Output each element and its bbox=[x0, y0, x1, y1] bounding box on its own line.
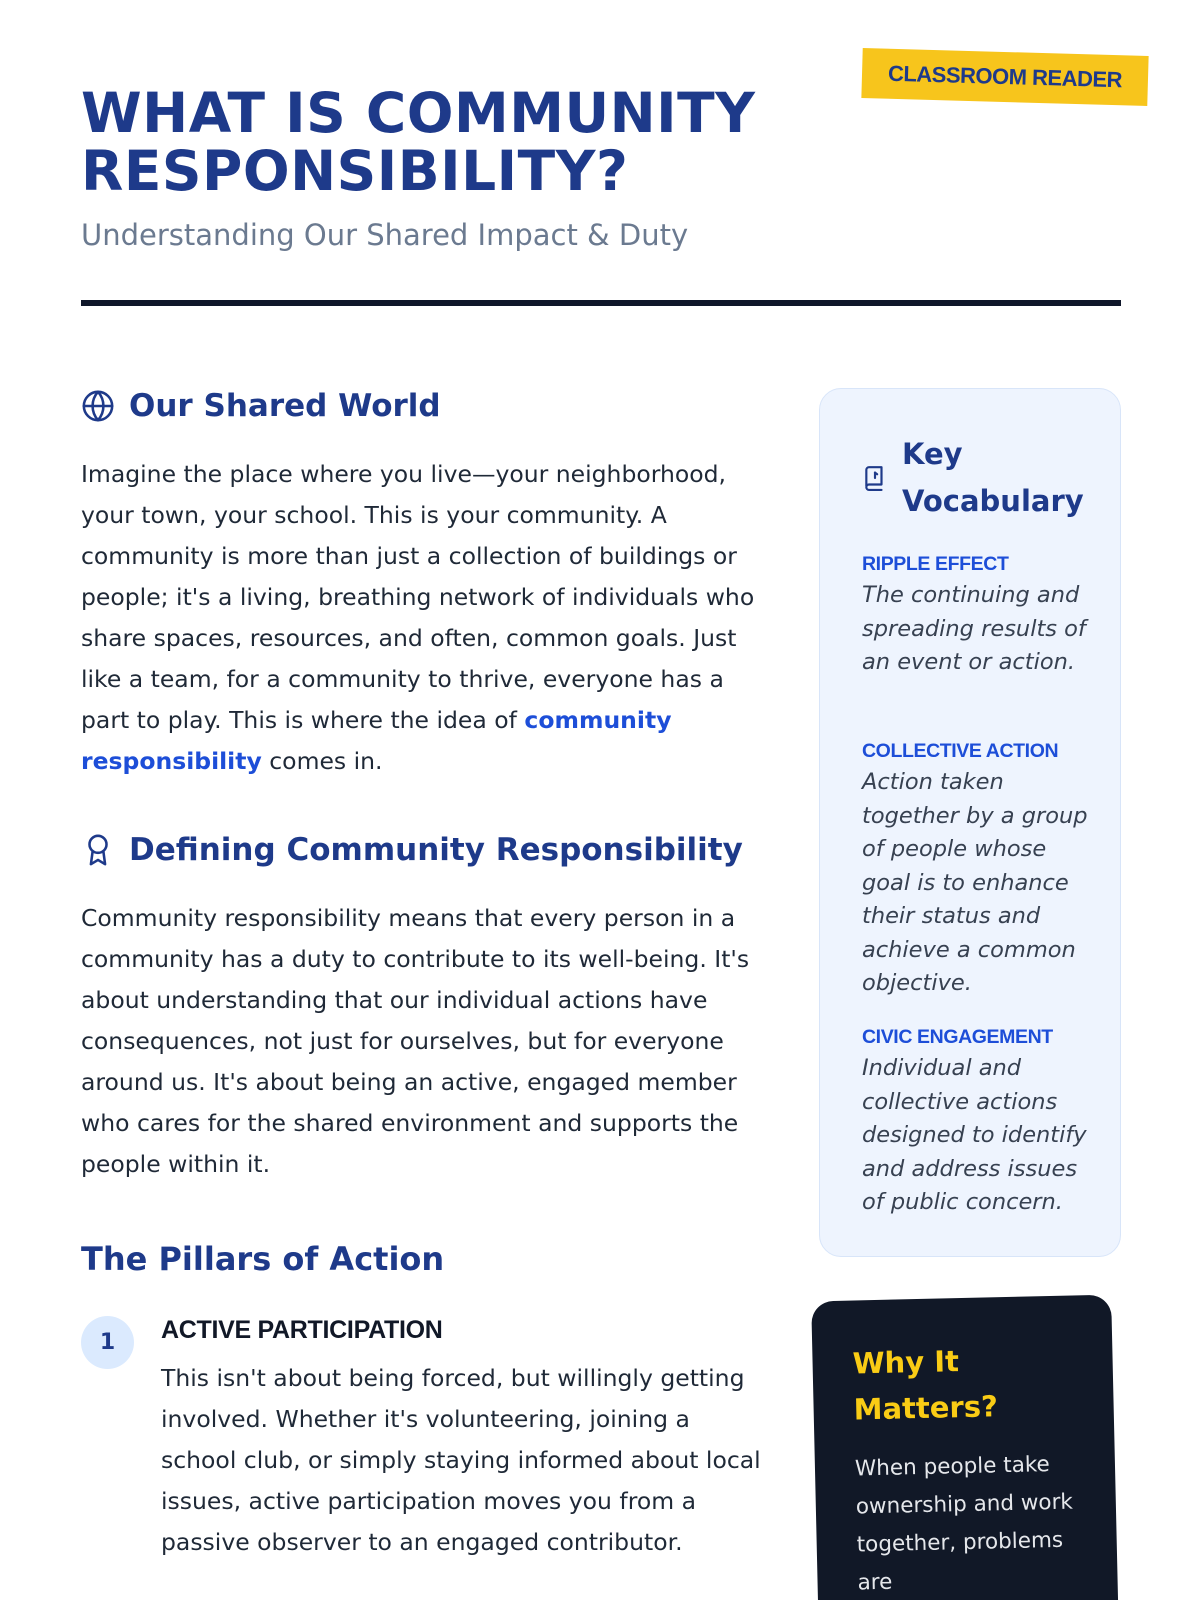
why-text: When people take ownership and work together, problems are bbox=[854, 1452, 1074, 1596]
why-title: Why It Matters? bbox=[852, 1344, 999, 1427]
paragraph-text: Imagine the place where you live—your neighborhood, your town, your school. This is your community. A community is more than just a collection of buildings or people; it's a living, breathing network of individuals who share spaces, resources, and often, common goals. Just like a team, for a community to thrive, everyone has a part to play. This is where the idea of bbox=[81, 460, 755, 734]
classroom-reader-badge: CLASSROOM READER bbox=[861, 48, 1148, 106]
vocab-term: CIVIC ENGAGEMENT bbox=[862, 1026, 1053, 1048]
book-icon bbox=[862, 465, 888, 491]
page-title: WHAT IS COMMUNITY RESPONSIBILITY? bbox=[81, 81, 756, 203]
why-it-matters-card bbox=[811, 1295, 1119, 1600]
section-paragraph-shared-world bbox=[81, 454, 761, 782]
section-heading-shared-world bbox=[81, 388, 441, 424]
pillar-text: This isn't about being forced, but willingly getting involved. Whether it's volunteering, joining a school club, or simply staying informed about local issues, active participation moves you from a passive observer to an engaged contributor. bbox=[161, 1364, 761, 1556]
vocabulary-title-text: Key Vocabulary bbox=[902, 437, 1084, 518]
section-heading-text: Our Shared World bbox=[129, 388, 441, 424]
vocab-definition: The continuing and spreading results of an event or action. bbox=[862, 582, 1086, 675]
section-heading-text: Defining Community Responsibility bbox=[129, 832, 743, 868]
globe-icon bbox=[81, 389, 115, 423]
vocabulary-title bbox=[862, 431, 1084, 525]
highlighted-term: community responsibility bbox=[81, 706, 672, 775]
pillar-number: 1 bbox=[81, 1316, 134, 1369]
pillars-title: The Pillars of Action bbox=[81, 1240, 445, 1278]
section-heading-defining bbox=[81, 832, 743, 868]
section-paragraph-defining: Community responsibility means that every person in a community has a duty to contribute to its well-being. It's about understanding that our individual actions have consequences, not just for ourselves, but for everyone around us. It's about being an active, engaged member who cares for the shared environment and supports the people within it. bbox=[81, 904, 750, 1178]
vocab-definition: Individual and collective actions designed to identify and address issues of public concern. bbox=[862, 1055, 1087, 1215]
pillar-heading: ACTIVE PARTICIPATION bbox=[161, 1316, 443, 1344]
key-vocabulary-card bbox=[819, 388, 1121, 1257]
header-divider bbox=[81, 300, 1121, 306]
vocab-definition: Action taken together by a group of people whose goal is to enhance their status and achieve a common objective. bbox=[862, 769, 1088, 996]
paragraph-text-end: comes in. bbox=[261, 747, 383, 775]
vocab-term: RIPPLE EFFECT bbox=[862, 553, 1009, 575]
award-icon bbox=[81, 833, 115, 867]
vocab-term: COLLECTIVE ACTION bbox=[862, 740, 1059, 762]
page-subtitle: Understanding Our Shared Impact & Duty bbox=[81, 218, 689, 252]
